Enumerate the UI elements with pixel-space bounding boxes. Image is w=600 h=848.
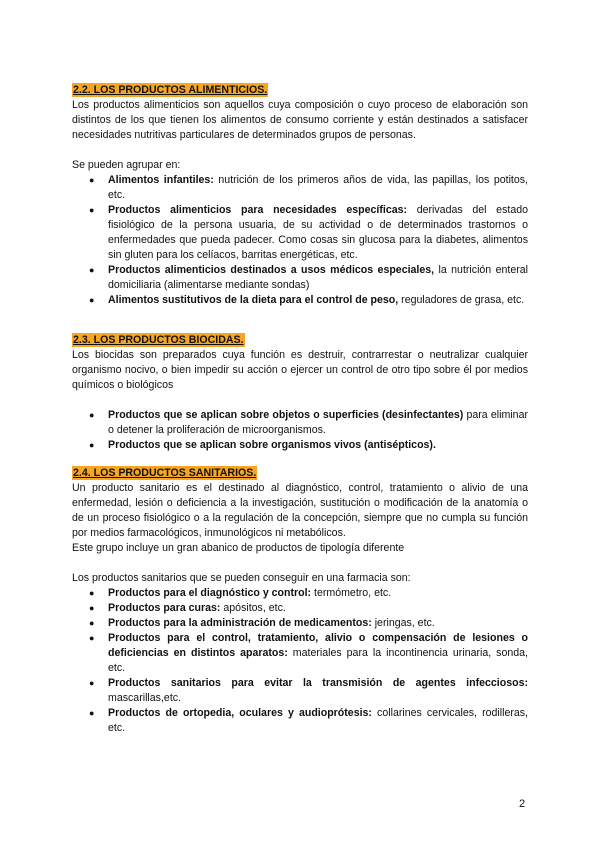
section-heading: 2.4. LOS PRODUCTOS SANITARIOS.: [73, 467, 257, 479]
bullet-icon: ●: [89, 603, 95, 613]
section-intro: Los productos alimenticios son aquellos cuya composición o cuyo proceso de elaboración son distintos de los que tienen los alimentos de consumo corriente y están destinados a satisfacer necesidades nutritivas particulares de determinados grupos de personas.: [72, 99, 528, 141]
section-lead: Los productos sanitarios que se pueden conseguir en una farmacia son:: [72, 572, 411, 584]
section-productos-alimenticios: [72, 83, 528, 308]
bullet-list: [72, 586, 528, 736]
list-item: ● Productos para la administración de medicamentos: jeringas, etc.: [89, 617, 435, 629]
bullet-icon: ●: [89, 708, 95, 718]
section-heading: 2.2. LOS PRODUCTOS ALIMENTICIOS.: [73, 84, 268, 96]
bullet-icon: ●: [89, 588, 95, 598]
section-lead: Se pueden agrupar en:: [72, 159, 181, 171]
bullet-icon: ●: [89, 440, 95, 450]
section-intro: Un producto sanitario es el destinado al diagnóstico, control, tratamiento o alivio de una enfermedad, lesión o deficiencia a la investigación, sustitución o modificación de la anatomía o de un proceso fisiológico o a la regulación de la concepción, siempre que no cumpla su función por medios farmacológicos, inmunológicos ni metabólicos.: [72, 482, 528, 539]
bullet-icon: ●: [89, 633, 95, 643]
section-heading: 2.3. LOS PRODUCTOS BIOCIDAS.: [73, 334, 244, 346]
list-item: ● Alimentos infantiles: nutrición de los primeros años de vida, las papillas, los potitos, etc.: [89, 174, 528, 201]
bullet-icon: ●: [89, 175, 95, 185]
bullet-icon: ●: [89, 295, 95, 305]
section-intro: Los biocidas son preparados cuya función es destruir, contrarrestar o neutralizar cualquier organismo nocivo, o bien impedir su acción o ejercer un control de otro tipo sobre él por medios químicos o biológicos: [72, 349, 528, 391]
section-intro-secondary: Este grupo incluye un gran abanico de productos de tipología diferente: [72, 542, 405, 554]
list-item: ● Productos que se aplican sobre objetos o superficies (desinfectantes) para eliminar o detener la proliferación de microorganismos.: [89, 409, 528, 436]
list-item: ● Productos alimenticios para necesidades específicas: derivadas del estado fisiológico de la persona usuaria, de su actividad o de determinados trastornos o enfermedades que pueda padecer. Como cosas sin glucosa para la diabetes, alimentos sin gluten para los celíacos, barritas energéticas, etc.: [89, 204, 528, 261]
list-item: ● Productos para el control, tratamiento, alivio o compensación de lesiones o deficiencias en distintos aparatos: materiales para la incontinencia urinaria, sonda, etc.: [89, 632, 528, 674]
bullet-list: [72, 408, 528, 453]
list-item: ● Productos alimenticios destinados a usos médicos especiales, la nutrición enteral domiciliaria (alimentarse mediante sondas): [89, 264, 528, 291]
page-number: 2: [519, 798, 526, 810]
list-item: ● Productos que se aplican sobre organismos vivos (antisépticos).: [89, 439, 436, 451]
bullet-icon: ●: [89, 678, 95, 688]
bullet-icon: ●: [89, 265, 95, 275]
list-item: ● Alimentos sustitutivos de la dieta para el control de peso, reguladores de grasa, etc.: [89, 294, 525, 306]
list-item: ● Productos de ortopedia, oculares y audioprótesis: collarines cervicales, rodilleras, etc.: [89, 707, 528, 734]
list-item: ● Productos para el diagnóstico y control: termómetro, etc.: [89, 587, 392, 599]
list-item: ● Productos sanitarios para evitar la transmisión de agentes infecciosos: mascarillas,etc.: [89, 677, 528, 704]
list-item: ● Productos para curas: apósitos, etc.: [89, 602, 286, 614]
section-productos-sanitarios: [72, 466, 528, 736]
section-productos-biocidas: [72, 333, 528, 453]
bullet-icon: ●: [89, 618, 95, 628]
bullet-list: [72, 173, 528, 308]
bullet-icon: ●: [89, 205, 95, 215]
bullet-icon: ●: [89, 410, 95, 420]
